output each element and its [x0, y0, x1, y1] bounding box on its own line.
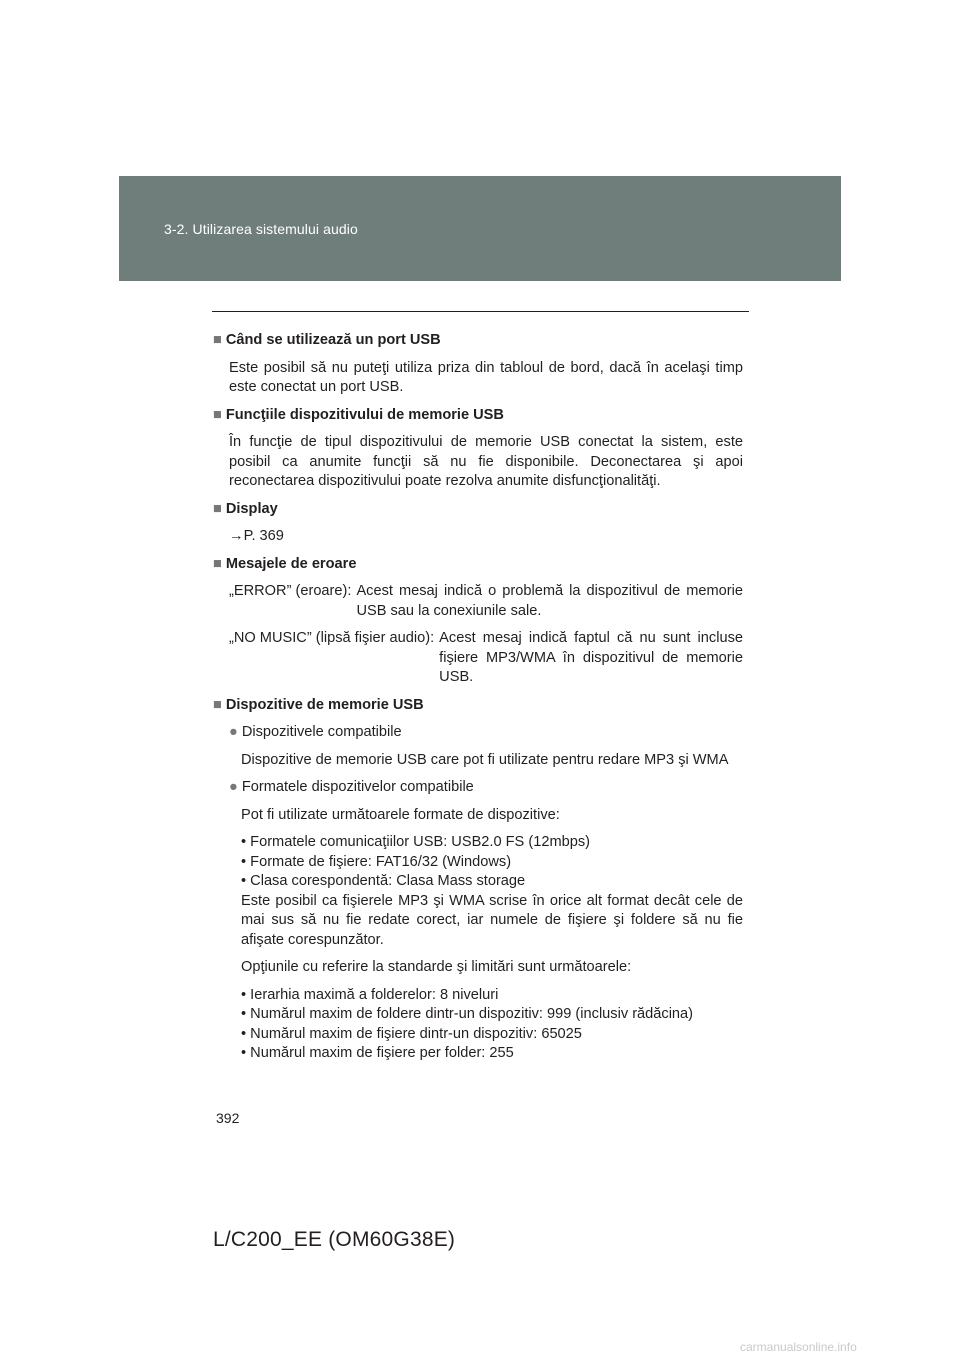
- heading-errors: [213, 555, 743, 575]
- error-term: „ERROR” (eroare):: [229, 583, 352, 599]
- error-message-row: [229, 629, 743, 688]
- paragraph-usb-port: Este posibil să nu puteţi utiliza priza din tabloul de bord, dacă în acelaşi timp este conectat un port USB.: [229, 359, 743, 395]
- square-bullet-icon: ■: [213, 696, 222, 713]
- list-item: • Clasa corespondentă: Clasa Mass storage: [241, 873, 526, 889]
- square-bullet-icon: ■: [213, 555, 222, 572]
- error-message-row: [229, 582, 743, 621]
- heading-functions: [213, 406, 743, 426]
- header-band: [119, 176, 841, 281]
- square-bullet-icon: ■: [213, 332, 222, 348]
- limits-list: [241, 986, 743, 1064]
- list-item: • Numărul maxim de fişiere per folder: 255: [241, 1045, 514, 1061]
- list-item: • Formatele comunicaţiilor USB: USB2.0 FS (12mbps): [241, 834, 590, 850]
- heading-text: Dispozitive de memorie USB: [225, 696, 424, 713]
- paragraph-limits-intro: Opţiunile cu referire la standarde şi limitări sunt următoarele:: [241, 959, 632, 975]
- list-item: • Formate de fişiere: FAT16/32 (Windows): [241, 853, 512, 870]
- heading-text: Mesajele de eroare: [225, 555, 357, 572]
- heading-display: [213, 500, 743, 520]
- document-id: L/C200_EE (OM60G38E): [213, 1228, 456, 1251]
- subheading-compatible: [229, 723, 743, 743]
- error-term: „NO MUSIC” (lipsă fişier audio):: [229, 630, 435, 646]
- subheading-formats: [229, 778, 743, 798]
- section-title: 3-2. Utilizarea sistemului audio: [164, 221, 358, 237]
- paragraph-compatible: Dispozitive de memorie USB care pot fi utilizate pentru redare MP3 şi WMA: [241, 751, 729, 768]
- circle-bullet-icon: ●: [229, 724, 238, 740]
- page-reference: [229, 527, 743, 547]
- list-item: • Ierarhia maximă a folderelor: 8 niveluri: [241, 986, 499, 1003]
- formats-note: Este posibil ca fişierele MP3 şi WMA scrise în orice alt format decât cele de mai sus să nu fie redate corect, iar numele de fişiere şi foldere să nu fie afişate corespunzător.: [241, 892, 743, 948]
- square-bullet-icon: ■: [213, 500, 222, 517]
- heading-devices: [213, 696, 743, 716]
- subheading-text: Formatele dispozitivelor compatibile: [241, 779, 474, 795]
- watermark: carmanualsonline.info: [740, 1340, 857, 1354]
- error-description: Acest mesaj indică faptul că nu sunt incluse fişiere MP3/WMA în dispozitivul de memorie USB.: [439, 630, 743, 685]
- circle-bullet-icon: ●: [229, 779, 238, 795]
- paragraph-formats-intro: Pot fi utilizate următoarele formate de dispozitive:: [241, 806, 560, 823]
- page-number: 392: [216, 1110, 240, 1126]
- top-rule: [212, 311, 749, 312]
- subheading-text: Dispozitivele compatibile: [241, 724, 402, 740]
- error-description: Acest mesaj indică o problemă la dispozitivul de memorie USB sau la conexiunile sale.: [356, 583, 743, 619]
- formats-list: [241, 833, 743, 950]
- heading-text: Funcţiile dispozitivului de memorie USB: [225, 406, 504, 423]
- arrow-right-icon: →: [229, 528, 244, 544]
- paragraph-functions: În funcţie de tipul dispozitivului de memorie USB conectat la sistem, este posibil ca anumite funcţii să nu fie disponibile. Deconectarea şi apoi reconectarea dispozitivului poate rezolva anumite disfuncţionalităţi.: [229, 434, 743, 489]
- heading-usb-port: [213, 331, 743, 351]
- reference-text: P. 369: [243, 528, 284, 544]
- list-item: • Numărul maxim de foldere dintr-un dispozitiv: 999 (inclusiv rădăcina): [241, 1006, 694, 1022]
- page-content: [213, 331, 743, 1072]
- heading-text: Display: [225, 500, 278, 517]
- square-bullet-icon: ■: [213, 406, 222, 423]
- list-item: • Numărul maxim de fişiere dintr-un dispozitiv: 65025: [241, 1025, 582, 1042]
- heading-text: Când se utilizează un port USB: [225, 332, 441, 348]
